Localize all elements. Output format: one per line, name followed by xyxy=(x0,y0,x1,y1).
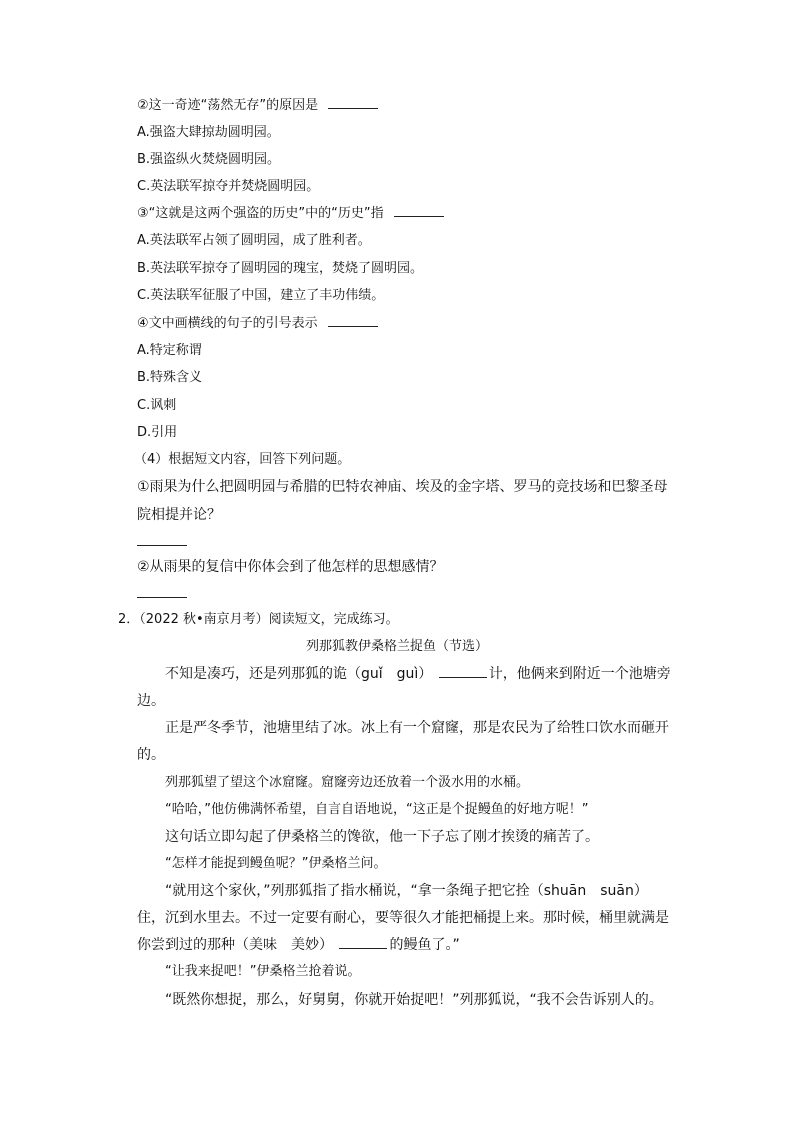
q1-sub2-option-c: C.英法联军掠夺并焚烧圆明园。 xyxy=(137,179,320,194)
passage-p7-line2: 住，沉到水里去。不过一定要有耐心，要等很久才能把桶提上来。那时候，桶里就满是 xyxy=(137,910,669,926)
q1-sub4-option-a: A.特定称谓 xyxy=(137,343,202,358)
q1-part4-question1-line2: 院相提并论？ xyxy=(137,507,221,523)
p7-text-d: 的鳗鱼了。” xyxy=(389,937,460,953)
q1-sub3-option-c: C.英法联军征服了中国，建立了丰功伟绩。 xyxy=(137,288,385,303)
q1-part4-intro: （4）根据短文内容，回答下列问题。 xyxy=(134,452,351,467)
q1-part4-question1-line1: ①雨果为什么把圆明园与希腊的巴特农神庙、埃及的金字塔、罗马的竞技场和巴黎圣母 xyxy=(137,479,668,495)
answer-blank[interactable] xyxy=(137,585,187,598)
passage-p1-line2: 边。 xyxy=(137,693,165,709)
q1-sub4-line xyxy=(137,314,378,334)
q1-sub2-option-a: A.强盗大肆掠劫圆明园。 xyxy=(137,125,280,140)
passage-title: 列那狐教伊桑格兰捉鱼（节选） xyxy=(305,639,488,654)
p7-text-c: 你尝到过的那种（美味 美妙） xyxy=(137,937,333,953)
passage-p3: 列那狐望了望这个冰窟窿。窟窿旁边还放着一个汲水用的水桶。 xyxy=(165,775,530,790)
passage-p6: “怎样才能捉到鳗鱼呢？”伊桑格兰问。 xyxy=(165,856,387,871)
q1-sub2-option-b: B.强盗纵火焚烧圆明园。 xyxy=(137,152,281,167)
q1-sub3-stem: ③“这就是这两个强盗的历史”中的“历史”指 xyxy=(137,206,384,221)
passage-p1-line1 xyxy=(165,664,671,684)
passage-p9: “既然你想捉，那么，好舅舅，你就开始捉吧！”列那狐说，“我不会告诉别人的。 xyxy=(165,992,663,1008)
q1-sub4-option-b: B.特殊含义 xyxy=(137,370,203,385)
passage-p7-line3 xyxy=(137,935,460,955)
answer-blank[interactable] xyxy=(328,314,378,327)
p1-text-a: 不知是凑巧，还是列那狐的诡（guǐ guì） xyxy=(165,666,433,682)
passage-p7-line1: “就用这个家伙，”列那狐指了指水桶说，“拿一条绳子把它拴（shuān suān） xyxy=(165,883,648,899)
question-number: 2． xyxy=(118,612,140,627)
q2-header xyxy=(118,610,399,630)
q1-sub4-option-c: C.讽刺 xyxy=(137,398,177,413)
passage-p4: “哈哈，”他仿佛满怀希望，自言自语地说，“这正是个捉鳗鱼的好地方呢！” xyxy=(165,802,589,817)
q1-sub3-option-a: A.英法联军占领了圆明园，成了胜利者。 xyxy=(137,233,371,248)
answer-blank[interactable] xyxy=(439,665,487,678)
answer-blank[interactable] xyxy=(339,936,387,949)
q1-sub2-stem: ②这一奇迹“荡然无存”的原因是 xyxy=(137,98,319,113)
passage-p2-line2: 的。 xyxy=(137,747,165,763)
passage-p5: 这句话立即勾起了伊桑格兰的馋欲，他一下子忘了刚才挨烫的痛苦了。 xyxy=(165,829,599,845)
q1-sub3-option-b: B.英法联军掠夺了圆明园的瑰宝，焚烧了圆明园。 xyxy=(137,261,424,276)
answer-blank[interactable] xyxy=(137,533,187,546)
answer-blank[interactable] xyxy=(328,96,378,109)
p1-text-b: 计，他俩来到附近一个池塘旁 xyxy=(488,666,671,682)
q1-part4-question2: ②从雨果的复信中你体会到了他怎样的思想感情？ xyxy=(137,559,444,575)
q1-sub4-option-d: D.引用 xyxy=(137,425,178,440)
answer-blank[interactable] xyxy=(394,204,444,217)
passage-p8: “让我来捉吧！”伊桑格兰抢着说。 xyxy=(165,964,361,979)
passage-p2-line1: 正是严冬季节，池塘里结了冰。冰上有一个窟窿，那是农民为了给牲口饮水而砸开 xyxy=(165,720,669,736)
q1-sub3-line xyxy=(137,204,444,224)
question-source: （2022 秋•南京月考）阅读短文，完成练习。 xyxy=(139,612,399,627)
q1-sub2-line xyxy=(137,96,378,116)
q1-sub4-stem: ④文中画横线的句子的引号表示 xyxy=(137,316,318,331)
